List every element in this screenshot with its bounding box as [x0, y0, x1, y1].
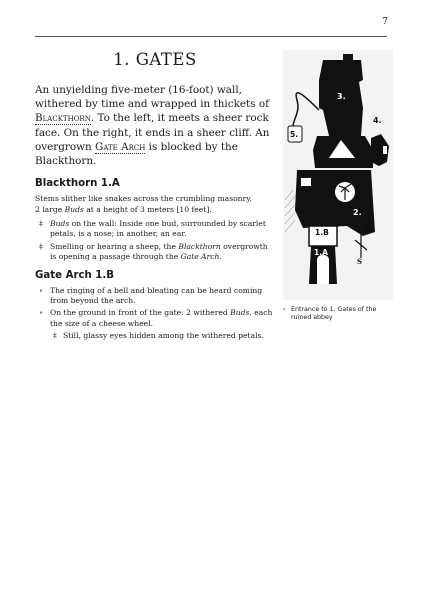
dagger-bullet-icon: ‡: [39, 241, 43, 251]
map-caption: [283, 306, 391, 323]
blackthorn-heading: Blackthorn 1.A: [35, 178, 120, 190]
gate-arch-link[interactable]: Gate Arch: [95, 140, 146, 153]
list-item-text: , each the size of a cheese wheel.: [50, 308, 273, 328]
section-title: 1. GATES: [113, 50, 197, 69]
gate-arch-list: [35, 286, 275, 342]
area-4-door: [383, 146, 387, 154]
intro-text-2: . To the left, it meets a sheer rock face. On the right, it ends in a sheer cliff. An overgrown: [35, 112, 270, 153]
blackthorn-description: [35, 194, 275, 215]
dagger-bullet-icon: ‡: [53, 331, 57, 341]
compass-south-label: S: [357, 257, 363, 266]
blackthorn-line-2: 2 large: [35, 204, 65, 214]
blackthorn-list: [35, 219, 275, 263]
blackthorn-line-2-end: at a height of 3 meters [10 feet].: [83, 204, 212, 214]
list-item-em: Buds: [230, 308, 250, 318]
list-item-em: Blackthorn: [178, 241, 221, 251]
caption-arrow-icon: ›: [283, 306, 286, 313]
compass-north-label: N: [357, 222, 364, 231]
map-label-1b: 1.B: [315, 228, 329, 237]
list-item-text: The ringing of a bell and bleating can be heard coming from beyond the arch.: [50, 285, 263, 306]
area-2-window: [301, 178, 311, 186]
blackthorn-line-2-em: Buds: [64, 204, 84, 214]
list-subitem: [35, 331, 275, 341]
list-item: [35, 219, 275, 240]
intro-paragraph: [35, 83, 275, 168]
list-item-pre: Smelling or hearing a sheep, the: [50, 241, 179, 251]
map-label-4: 4.: [373, 116, 382, 125]
abbey-map-illustration: [283, 50, 393, 300]
blackthorn-link[interactable]: Blackthorn: [35, 112, 91, 125]
main-column: [35, 50, 275, 349]
circle-bullet-icon: ∘: [39, 308, 43, 318]
header-rule: [35, 36, 387, 37]
gate-arch-heading: Gate Arch 1.B: [35, 269, 115, 281]
map-label-5: 5.: [290, 130, 299, 139]
circle-bullet-icon: ∘: [39, 285, 43, 295]
list-item-post: .: [219, 252, 222, 262]
list-item-text: on the wall: Inside one bud, surrounded by scarlet petals, is a nose; in another, an ear.: [50, 219, 266, 239]
list-item: [35, 308, 275, 329]
abbey-map: [283, 50, 393, 300]
gate-arch-opening: [317, 255, 329, 284]
page-number: 7: [382, 17, 388, 27]
map-caption-text: Entrance to 1. Gates of the ruined abbey: [291, 306, 377, 322]
intro-text-1: An unyielding five-meter (16-foot) wall, withered by time and wrapped in thickets of: [35, 84, 269, 111]
map-label-1a: 1.A: [314, 248, 328, 257]
map-label-2: 2.: [353, 208, 362, 217]
blackthorn-line-1: Stems slither like snakes across the crumbling masonry.: [35, 194, 252, 204]
list-item: [35, 242, 275, 263]
map-label-3: 3.: [337, 92, 346, 101]
list-item: [35, 286, 275, 307]
dagger-bullet-icon: ‡: [39, 219, 43, 229]
list-item-pre: On the ground in front of the gate: 2 withered: [50, 308, 231, 318]
compass-icon: [355, 232, 367, 258]
list-item-text: overgrowth is opening a passage through the: [50, 241, 268, 262]
list-subitem-text: Still, glassy eyes hidden among the withered petals.: [63, 331, 264, 341]
list-item-em: Buds: [50, 219, 70, 229]
list-item-em-2: Gate Arch: [180, 252, 220, 262]
intro-text-3: is blocked by the Blackthorn.: [35, 140, 238, 168]
